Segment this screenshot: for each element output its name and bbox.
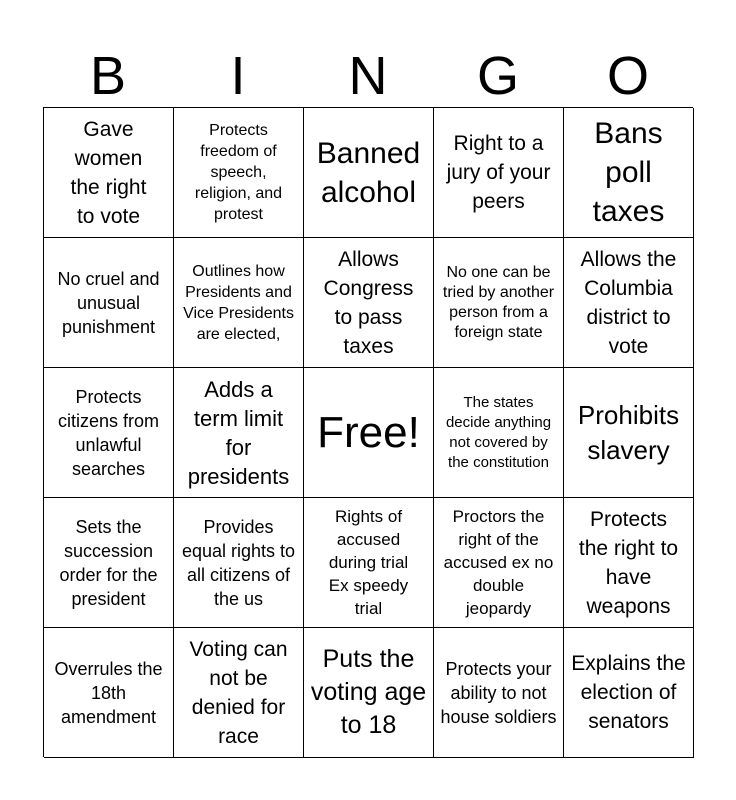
cell-text: Allows the Columbia district to vote bbox=[580, 247, 677, 358]
cell-text: Adds a term limit for presidents bbox=[187, 376, 290, 489]
header-letter-g: G bbox=[476, 46, 519, 106]
header-letter-b: B bbox=[89, 46, 127, 106]
free-space-cell bbox=[304, 368, 434, 498]
bingo-cell bbox=[564, 628, 694, 758]
header-letter-o: O bbox=[606, 46, 649, 106]
cell-text: Overrules the 18th amendment bbox=[54, 658, 163, 727]
free-space-text: Free! bbox=[317, 407, 420, 457]
cell-text: Allows Congress to pass taxes bbox=[323, 247, 414, 358]
cell-text: Sets the succession order for the president bbox=[59, 516, 158, 609]
bingo-cell bbox=[174, 238, 304, 368]
bingo-cell bbox=[174, 628, 304, 758]
cell-text: Outlines how Presidents and Vice Presidents are elected, bbox=[183, 262, 294, 343]
bingo-cell bbox=[44, 368, 174, 498]
bingo-cell bbox=[434, 108, 564, 238]
cell-text: Gave women the right to vote bbox=[70, 117, 147, 228]
bingo-header bbox=[43, 45, 693, 107]
cell-text: No cruel and unusual punishment bbox=[57, 268, 160, 337]
cell-text: Proctors the right of the accused ex no double jeopardy bbox=[443, 507, 554, 618]
cell-text: Protects the right to have weapons bbox=[578, 507, 679, 618]
cell-text: No one can be tried by another person from a foreign state bbox=[442, 263, 555, 341]
bingo-cell bbox=[434, 498, 564, 628]
cell-text: Bans poll taxes bbox=[592, 117, 665, 228]
cell-text: Protects your ability to not house soldiers bbox=[440, 658, 557, 727]
bingo-cell bbox=[44, 108, 174, 238]
bingo-cell bbox=[44, 238, 174, 368]
bingo-cell bbox=[44, 498, 174, 628]
header-letter-n: N bbox=[348, 46, 388, 106]
bingo-cell bbox=[174, 108, 304, 238]
header-letter-i: I bbox=[230, 46, 246, 106]
bingo-grid bbox=[43, 107, 693, 757]
bingo-cell bbox=[44, 628, 174, 758]
cell-text: Prohibits slavery bbox=[577, 399, 680, 465]
bingo-cell bbox=[434, 368, 564, 498]
bingo-cell bbox=[564, 238, 694, 368]
bingo-cell bbox=[304, 498, 434, 628]
bingo-cell bbox=[434, 238, 564, 368]
bingo-cell bbox=[564, 368, 694, 498]
cell-text: Provides equal rights to all citizens of the us bbox=[181, 516, 296, 609]
cell-text: Protects citizens from unlawful searches bbox=[57, 386, 160, 479]
bingo-cell bbox=[564, 108, 694, 238]
cell-text: Protects freedom of speech, religion, and protest bbox=[194, 122, 283, 223]
bingo-cell bbox=[174, 498, 304, 628]
bingo-cell bbox=[304, 238, 434, 368]
bingo-cell bbox=[304, 628, 434, 758]
bingo-cell bbox=[564, 498, 694, 628]
cell-text: Right to a jury of your peers bbox=[446, 132, 551, 213]
cell-text: Puts the voting age to 18 bbox=[310, 645, 427, 739]
bingo-cell bbox=[434, 628, 564, 758]
cell-text: Banned alcohol bbox=[316, 136, 421, 209]
bingo-cell bbox=[304, 108, 434, 238]
cell-text: Voting can not be denied for race bbox=[189, 637, 288, 748]
cell-text: Rights of accused during trial Ex speedy trial bbox=[328, 507, 409, 618]
cell-text: The states decide anything not covered by the constitution bbox=[445, 393, 552, 471]
cell-text: Explains the election of senators bbox=[571, 652, 686, 733]
bingo-cell bbox=[174, 368, 304, 498]
